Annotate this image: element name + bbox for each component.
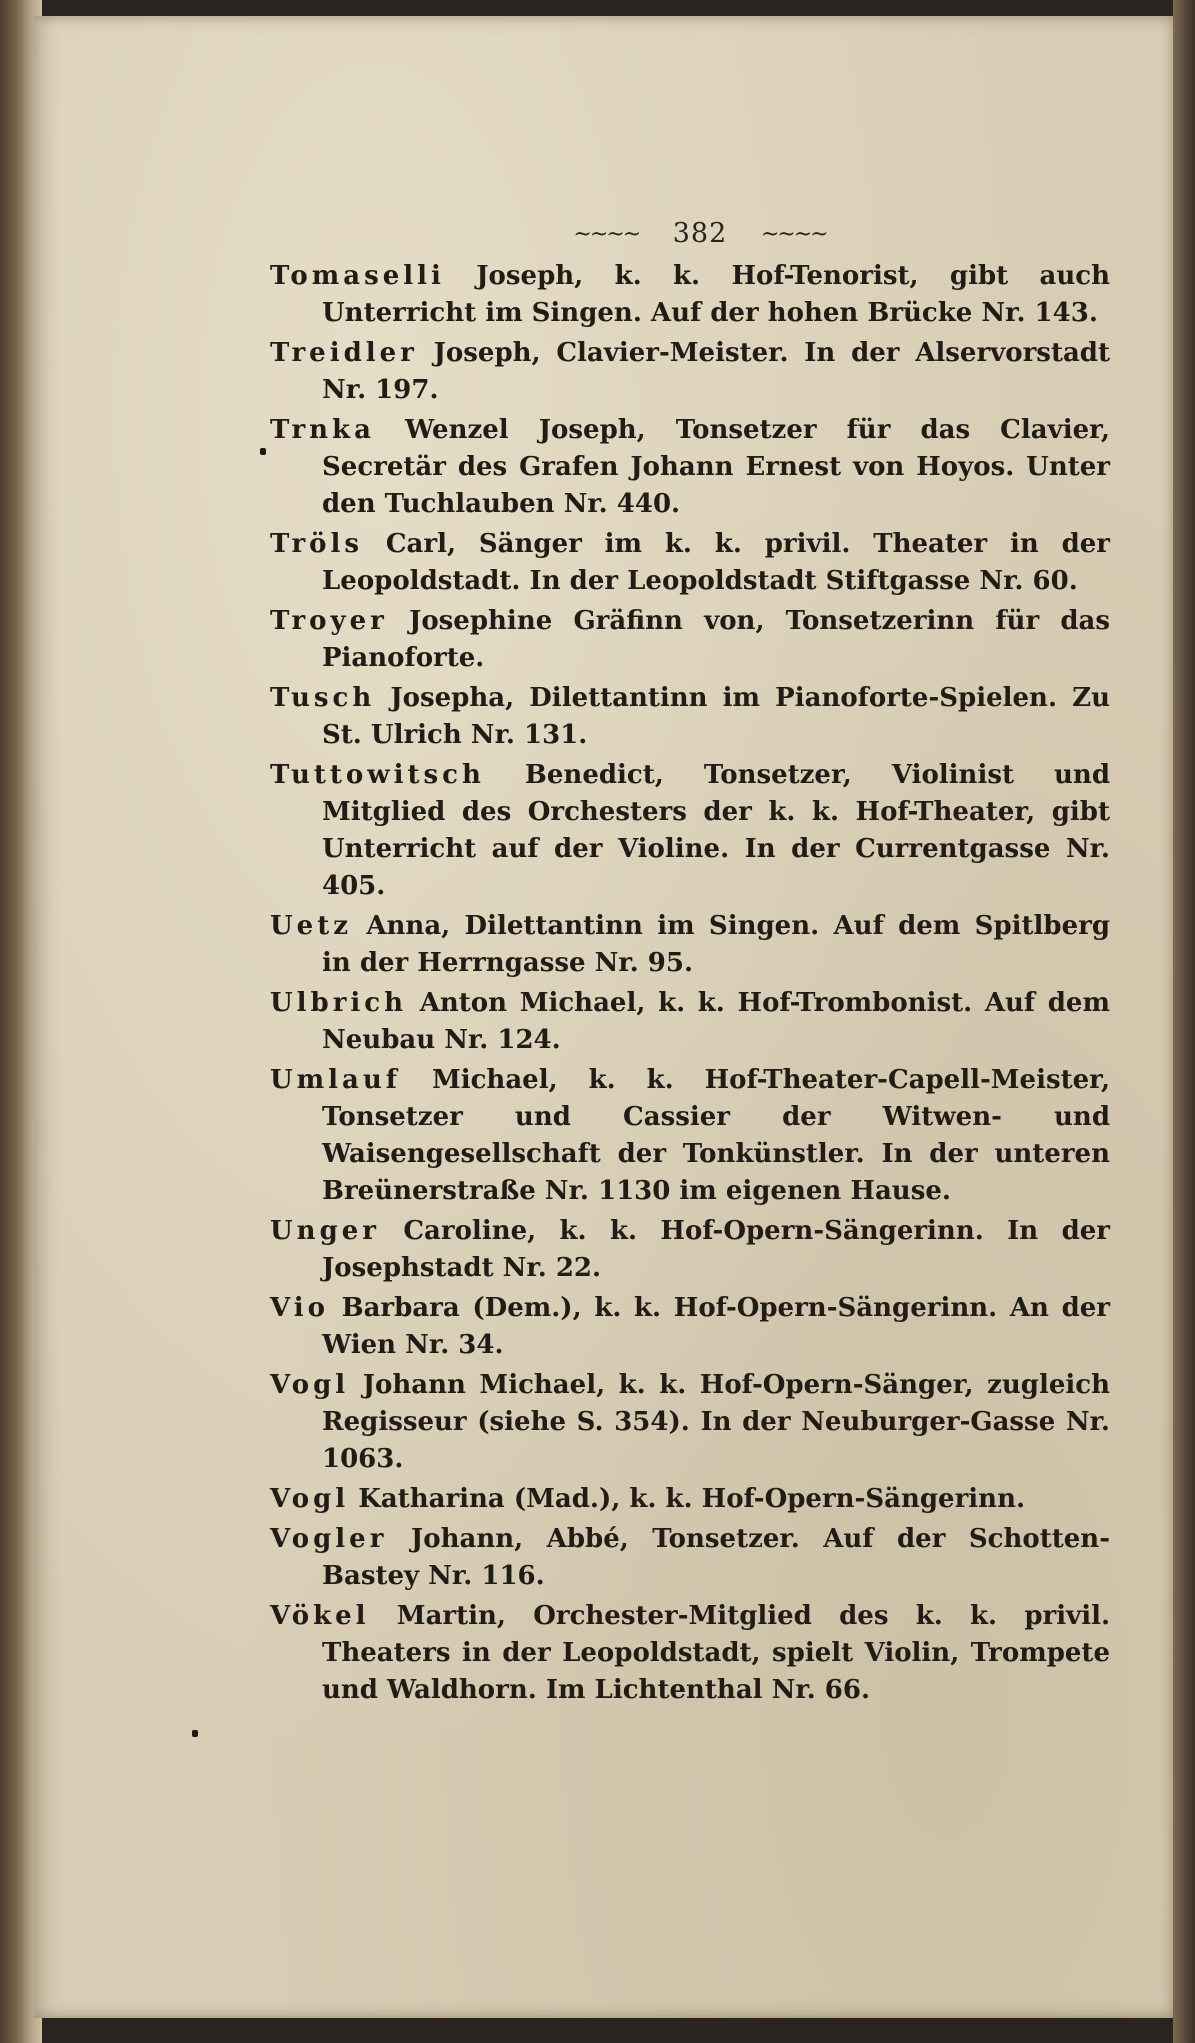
entry bbox=[270, 603, 1110, 677]
entry-text: Anna, Dilettantinn im Singen. Auf dem Spitlberg in der Herrngasse Nr. 95. bbox=[322, 911, 1110, 978]
ink-speck bbox=[192, 1730, 198, 1737]
entry-text: Caroline, k. k. Hof-Opern-Sängerinn. In der Josephstadt Nr. 22. bbox=[322, 1216, 1110, 1283]
entry bbox=[270, 1481, 1110, 1518]
entry-name: Treidler bbox=[270, 338, 418, 368]
entry-text: Josepha, Dilettantinn im Pianoforte-Spielen. Zu St. Ulrich Nr. 131. bbox=[322, 683, 1110, 750]
header-ornament-right: ~~~~ bbox=[760, 222, 827, 247]
entry-name: Tomaselli bbox=[270, 261, 445, 291]
entry-text: Johann Michael, k. k. Hof-Opern-Sänger, zugleich Regisseur (siehe S. 354). In der Neuburger-Gasse Nr. 1063. bbox=[322, 1370, 1110, 1474]
entry-name: Trnka bbox=[270, 415, 375, 445]
entry-name: Vökel bbox=[270, 1601, 370, 1631]
entry bbox=[270, 335, 1110, 409]
entry bbox=[270, 908, 1110, 982]
entry-name: Ulbrich bbox=[270, 988, 408, 1018]
entry-name: Uetz bbox=[270, 911, 352, 941]
entry-text: Martin, Orchester-Mitglied des k. k. privil. Theaters in der Leopoldstadt, spielt Violin, Trompete und Waldhorn. Im Lichtenthal Nr. 66. bbox=[322, 1601, 1110, 1705]
entry bbox=[270, 985, 1110, 1059]
header-ornament-left: ~~~~ bbox=[573, 222, 640, 247]
entry bbox=[270, 757, 1110, 905]
page-number: 382 bbox=[672, 218, 728, 249]
entry-name: Unger bbox=[270, 1216, 380, 1246]
entry-text: Carl, Sänger im k. k. privil. Theater in der Leopoldstadt. In der Leopoldstadt Stiftgasse Nr. 60. bbox=[322, 529, 1110, 596]
entry bbox=[270, 1367, 1110, 1478]
ink-speck bbox=[260, 448, 266, 455]
entry-name: Vio bbox=[270, 1293, 329, 1323]
entry-text: Joseph, k. k. Hof-Tenorist, gibt auch Unterricht im Singen. Auf der hohen Brücke Nr. 143. bbox=[322, 261, 1110, 328]
entry bbox=[270, 412, 1110, 523]
entry-text: Joseph, Clavier-Meister. In der Alservorstadt Nr. 197. bbox=[322, 338, 1110, 405]
entry-name: Tusch bbox=[270, 683, 376, 713]
entry bbox=[270, 680, 1110, 754]
directory-entries bbox=[270, 258, 1110, 1712]
entry-name: Umlauf bbox=[270, 1065, 401, 1095]
entry-text: Barbara (Dem.), k. k. Hof-Opern-Sängerinn. An der Wien Nr. 34. bbox=[322, 1293, 1110, 1360]
entry bbox=[270, 1290, 1110, 1364]
entry-text: Anton Michael, k. k. Hof-Trombonist. Auf dem Neubau Nr. 124. bbox=[322, 988, 1110, 1055]
entry-name: Tröls bbox=[270, 529, 364, 559]
entry-name: Tuttowitsch bbox=[270, 760, 485, 790]
entry-name: Vogl bbox=[270, 1370, 350, 1400]
entry-text: Michael, k. k. Hof-Theater-Capell-Meister, Tonsetzer und Cassier der Witwen- und Waisengesellschaft der Tonkünstler. In der unteren Breünerstraße Nr. 1130 im eigenen Hause. bbox=[322, 1065, 1110, 1206]
entry-text: Wenzel Joseph, Tonsetzer für das Clavier, Secretär des Grafen Johann Ernest von Hoyos. Unter den Tuchlauben Nr. 440. bbox=[322, 415, 1110, 519]
entry bbox=[270, 1598, 1110, 1709]
page-header bbox=[570, 218, 830, 249]
entry bbox=[270, 1521, 1110, 1595]
entry-text: Katharina (Mad.), k. k. Hof-Opern-Sängerinn. bbox=[349, 1484, 1026, 1514]
entry-text: Johann, Abbé, Tonsetzer. Auf der Schotten-Bastey Nr. 116. bbox=[322, 1524, 1110, 1591]
entry bbox=[270, 1062, 1110, 1210]
entry-text: Josephine Gräfinn von, Tonsetzerinn für das Pianoforte. bbox=[322, 606, 1110, 673]
book-right-edge bbox=[1173, 0, 1195, 2043]
entry bbox=[270, 1213, 1110, 1287]
entry-name: Troyer bbox=[270, 606, 388, 636]
entry-text: Benedict, Tonsetzer, Violinist und Mitglied des Orchesters der k. k. Hof-Theater, gibt Unterricht auf der Violine. In der Currentgasse Nr. 405. bbox=[322, 760, 1110, 901]
entry bbox=[270, 526, 1110, 600]
entry bbox=[270, 258, 1110, 332]
entry-name: Vogl bbox=[270, 1484, 350, 1514]
entry-name: Vogler bbox=[270, 1524, 388, 1554]
